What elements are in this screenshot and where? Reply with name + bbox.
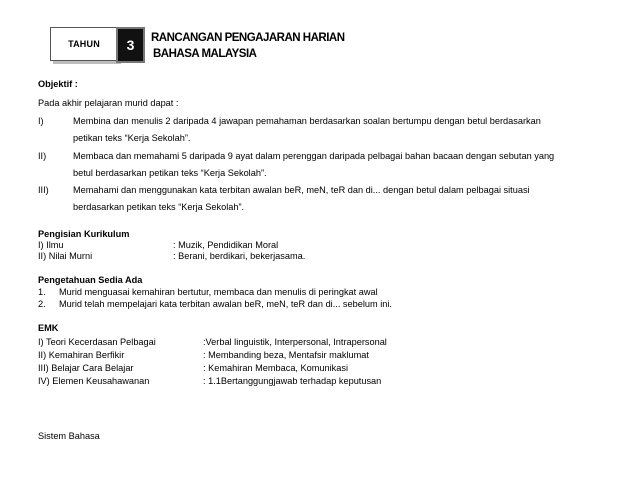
pengisian-value: : Muzik, Pendidikan Moral xyxy=(173,240,279,250)
pengetahuan-item-text: Murid telah mempelajari kata terbitan awalan beR, meN, teR dan di... sebelum ini. xyxy=(59,299,392,309)
objektif-item-line: petikan teks “Kerja Sekolah”. xyxy=(73,133,191,143)
sistem-bahasa-label: Sistem Bahasa xyxy=(38,431,100,441)
emk-value: :Verbal linguistik, Interpersonal, Intrapersonal xyxy=(203,337,387,347)
objektif-item-line: Membaca dan memahami 5 daripada 9 ayat dalam perenggan daripada pelbagai bahan bacaan dengan sebutan yang xyxy=(73,151,555,161)
objektif-heading: Objektif : xyxy=(38,79,78,89)
emk-label: IV) Elemen Keusahawanan xyxy=(38,376,150,386)
tahun-label: TAHUN xyxy=(50,27,118,61)
title-line-2: BAHASA MALAYSIA xyxy=(153,48,257,60)
page-title xyxy=(151,30,345,62)
pengetahuan-item-num: 2. xyxy=(38,299,46,309)
objektif-item-line: berdasarkan petikan teks “Kerja Sekolah”. xyxy=(73,202,245,212)
objektif-item-num: II) xyxy=(38,151,47,161)
pengetahuan-item-text: Murid menguasai kemahiran bertutur, membaca dan menulis di peringkat awal xyxy=(59,287,378,297)
objektif-item-num: III) xyxy=(38,185,49,195)
emk-label: II) Kemahiran Berfikir xyxy=(38,350,125,360)
objektif-item-line: Memahami dan menggunakan kata terbitan awalan beR, meN, teR dan di... dengan betul dalam pelbagai situasi xyxy=(73,185,530,195)
pengetahuan-item-num: 1. xyxy=(38,287,46,297)
emk-value: : Kemahiran Membaca, Komunikasi xyxy=(203,363,349,373)
pengisian-value: : Berani, berdikari, bekerjasama. xyxy=(173,251,306,261)
objektif-item-num: I) xyxy=(38,116,44,126)
emk-value: : Membanding beza, Mentafsir maklumat xyxy=(203,350,369,360)
pengisian-label: II) Nilai Murni xyxy=(38,251,93,261)
year-number: 3 xyxy=(116,27,145,63)
emk-heading: EMK xyxy=(38,323,59,333)
objektif-item-line: betul berdasarkan petikan teks “Kerja Sekolah”. xyxy=(73,168,267,178)
emk-label: I) Teori Kecerdasan Pelbagai xyxy=(38,337,156,347)
objektif-item-line: Membina dan menulis 2 daripada 4 jawapan pemahaman berdasarkan soalan bertumpu dengan betul berdasarkan xyxy=(73,116,541,126)
pengisian-label: I) Ilmu xyxy=(38,240,64,250)
pengisian-heading: Pengisian Kurikulum xyxy=(38,229,130,239)
pengetahuan-heading: Pengetahuan Sedia Ada xyxy=(38,275,143,285)
title-line-1: RANCANGAN PENGAJARAN HARIAN xyxy=(151,32,345,44)
emk-value: : 1.1Bertanggungjawab terhadap keputusan xyxy=(203,376,382,386)
objektif-intro: Pada akhir pelajaran murid dapat : xyxy=(38,98,179,108)
emk-label: III) Belajar Cara Belajar xyxy=(38,363,134,373)
